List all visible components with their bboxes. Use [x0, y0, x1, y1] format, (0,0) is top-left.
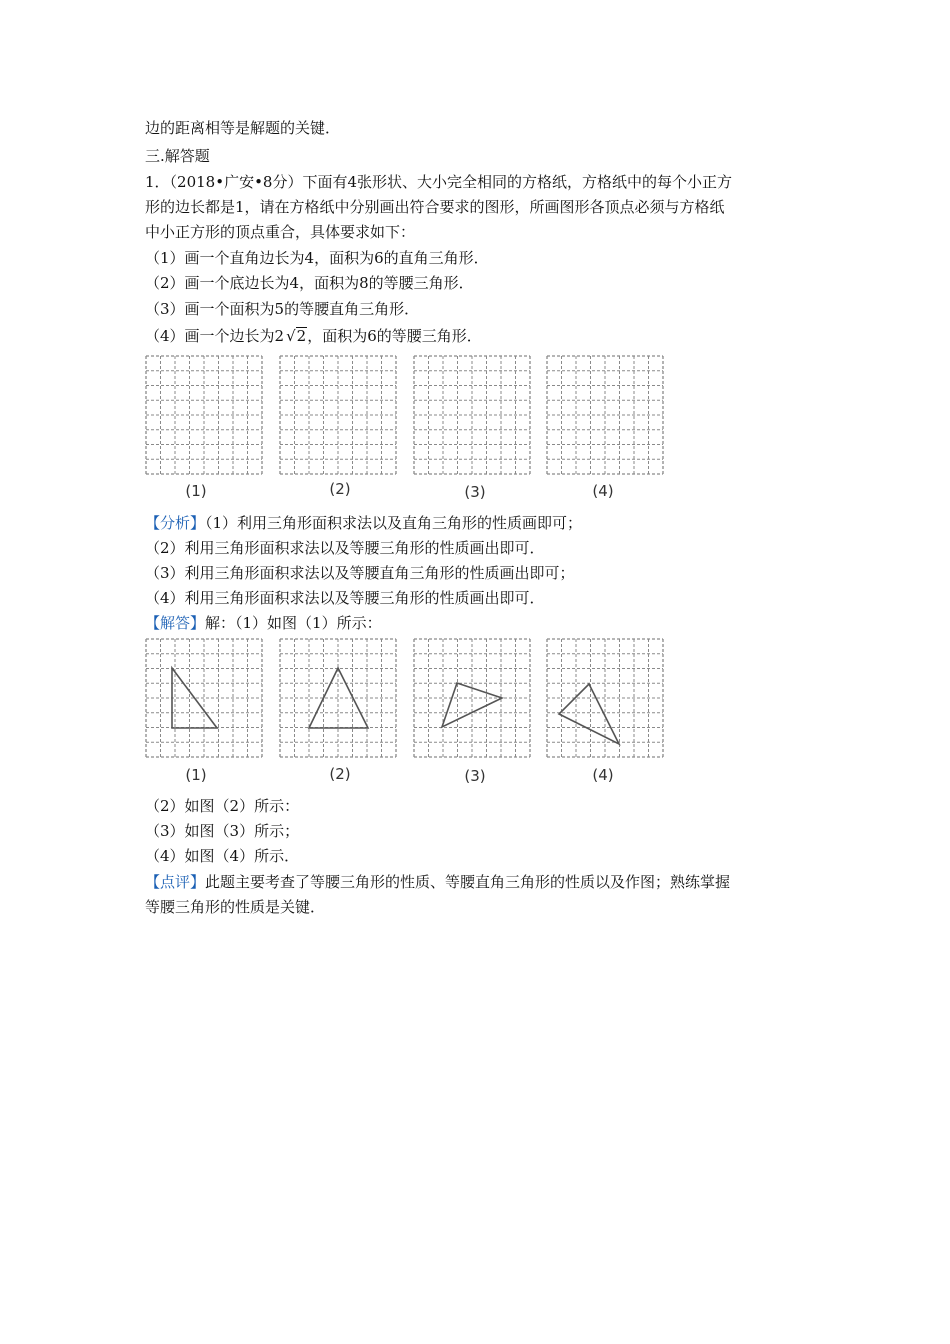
- review-tag: 【点评】: [145, 873, 206, 891]
- triangle-answer-4: [559, 684, 619, 744]
- sqrt-symbol: √2: [286, 327, 307, 345]
- sqrt-radicand: 2: [296, 327, 307, 345]
- figure-label: (4): [592, 482, 614, 500]
- figure-label: (1): [185, 482, 207, 500]
- answer-grid-4: [546, 638, 664, 758]
- solution-line: [145, 613, 382, 633]
- answer-grid-2: [279, 638, 397, 758]
- requirement-2: （2）画一个底边长为4，面积为8的等腰三角形．: [145, 274, 474, 292]
- grid-lines: [414, 356, 530, 474]
- grid-lines: [547, 356, 663, 474]
- figure-label: (4): [592, 766, 614, 784]
- analysis-tag: 【分析】: [145, 514, 206, 532]
- analysis-text: （1）利用三角形面积求法以及直角三角形的性质画即可；: [205, 514, 583, 532]
- requirement-3: （3）画一个面积为5的等腰直角三角形．: [145, 300, 420, 318]
- figure-label: (2): [329, 480, 351, 498]
- grid-lines: [146, 639, 262, 757]
- requirement-4-suffix: ，面积为6的等腰三角形．: [307, 327, 482, 345]
- solution-text: 解：（1）如图（1）所示：: [205, 614, 382, 632]
- question-stem: 形的边长都是1，请在方格纸中分别画出符合要求的图形，所画图形各顶点必须与方格纸: [145, 198, 725, 216]
- grid-paper-3: [413, 355, 531, 475]
- grid-paper-2: [279, 355, 397, 475]
- figure-label: (1): [185, 766, 207, 784]
- grid-lines: [280, 639, 396, 757]
- figure-label: (3): [464, 483, 486, 501]
- solution-line: （4）如图（4）所示．: [145, 847, 300, 865]
- section-heading: 三.解答题: [145, 147, 210, 165]
- grid-lines: [547, 639, 663, 757]
- grid-lines: [146, 356, 262, 474]
- requirement-1: （1）画一个直角边长为4，面积为6的直角三角形．: [145, 249, 489, 267]
- requirement-4: [145, 326, 482, 346]
- analysis-line: （2）利用三角形面积求法以及等腰三角形的性质画出即可．: [145, 539, 545, 557]
- requirement-4-prefix: （4）画一个边长为2: [145, 327, 285, 345]
- review-line: [145, 872, 730, 892]
- answer-grid-3: [413, 638, 531, 758]
- grid-lines: [414, 639, 530, 757]
- question-stem: 1．（2018•广安•8分）下面有4张形状、大小完全相同的方格纸，方格纸中的每个小正方: [145, 173, 733, 191]
- figure-label: (2): [329, 765, 351, 783]
- figure-label: (3): [464, 767, 486, 785]
- solution-tag: 【解答】: [145, 614, 206, 632]
- review-text: 此题主要考查了等腰三角形的性质、等腰直角三角形的性质以及作图；熟练掌握: [205, 873, 731, 891]
- answer-grid-1: [145, 638, 263, 758]
- solution-line: （2）如图（2）所示：: [145, 797, 300, 815]
- analysis-line: （4）利用三角形面积求法以及等腰三角形的性质画出即可．: [145, 589, 545, 607]
- review-line: 等腰三角形的性质是关键．: [145, 898, 326, 916]
- grid-paper-4: [546, 355, 664, 475]
- grid-paper-1: [145, 355, 263, 475]
- grid-lines: [280, 356, 396, 474]
- question-stem: 中小正方形的顶点重合，具体要求如下：: [145, 223, 416, 241]
- analysis-line: [145, 513, 582, 533]
- analysis-line: （3）利用三角形面积求法以及等腰直角三角形的性质画出即可；: [145, 564, 575, 582]
- text-line: 边的距离相等是解题的关键．: [145, 119, 341, 137]
- solution-line: （3）如图（3）所示；: [145, 822, 300, 840]
